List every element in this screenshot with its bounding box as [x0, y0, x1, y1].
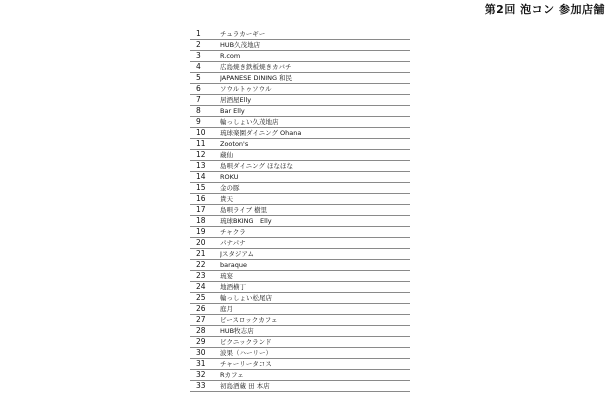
- shop-row: [190, 205, 410, 216]
- shop-row: [190, 172, 410, 183]
- shop-row: [190, 271, 410, 282]
- shop-name: ソウルトゥソウル: [220, 85, 272, 93]
- shop-name: ピクニックランド: [220, 338, 272, 346]
- shop-row: [190, 194, 410, 205]
- shop-row: [190, 304, 410, 315]
- shop-name: baraque: [220, 261, 248, 269]
- shop-number: 6: [196, 84, 201, 93]
- shop-row: [190, 370, 410, 381]
- shop-number: 13: [196, 161, 206, 170]
- shop-row: [190, 51, 410, 62]
- shop-name: 庭月: [220, 305, 233, 313]
- shop-row: [190, 337, 410, 348]
- shop-name: HUB牧志店: [220, 327, 254, 335]
- shop-number: 27: [196, 315, 206, 324]
- shop-row: [190, 62, 410, 73]
- shop-name: 金の豚: [220, 184, 240, 192]
- shop-name: 初島酒蔵 田 本店: [220, 382, 270, 390]
- shop-number: 26: [196, 304, 206, 313]
- shop-row: [190, 282, 410, 293]
- shop-name: 地酒横丁: [220, 283, 246, 291]
- shop-row: [190, 238, 410, 249]
- shop-number: 5: [196, 73, 201, 82]
- shop-name: Bar Elly: [220, 107, 245, 115]
- shop-row: [190, 84, 410, 95]
- shop-number: 8: [196, 106, 201, 115]
- shop-number: 16: [196, 194, 206, 203]
- shop-name: 波果（ハーリー）: [220, 349, 272, 357]
- shop-number: 30: [196, 348, 206, 357]
- shop-name: 輪っしょい久茂地店: [220, 118, 279, 126]
- shop-row: [190, 293, 410, 304]
- shop-name: 貴天: [220, 195, 233, 203]
- shop-number: 14: [196, 172, 206, 181]
- shop-name: チュラカーギー: [220, 30, 266, 38]
- shop-list: [190, 29, 410, 392]
- shop-number: 4: [196, 62, 201, 71]
- shop-row: [190, 216, 410, 227]
- shop-name: 輪っしょい松尾店: [220, 294, 272, 302]
- page-title: 第2回 泡コン 参加店舗: [484, 3, 605, 16]
- shop-row: [190, 29, 410, 40]
- shop-row: [190, 106, 410, 117]
- shop-name: ピースロックカフェ: [220, 316, 278, 324]
- shop-row: [190, 315, 410, 326]
- shop-number: 29: [196, 337, 206, 346]
- shop-number: 10: [196, 128, 206, 137]
- shop-number: 2: [196, 40, 201, 49]
- shop-number: 32: [196, 370, 206, 379]
- shop-name: R.com: [220, 52, 241, 60]
- shop-row: [190, 117, 410, 128]
- shop-name: 居酒屋Elly: [220, 96, 252, 104]
- shop-row: [190, 95, 410, 106]
- shop-number: 3: [196, 51, 201, 60]
- shop-name: 広島焼き鉄板焼きカバチ: [220, 63, 292, 71]
- shop-row: [190, 183, 410, 194]
- shop-number: 25: [196, 293, 206, 302]
- shop-number: 23: [196, 271, 206, 280]
- shop-number: 18: [196, 216, 206, 225]
- shop-row: [190, 128, 410, 139]
- shop-row: [190, 73, 410, 84]
- shop-number: 12: [196, 150, 206, 159]
- shop-number: 1: [196, 29, 201, 38]
- shop-row: [190, 139, 410, 150]
- shop-name: チャーリータコス: [220, 360, 272, 368]
- shop-name: パナパナ: [220, 239, 246, 247]
- shop-number: 7: [196, 95, 201, 104]
- shop-number: 24: [196, 282, 206, 291]
- shop-row: [190, 150, 410, 161]
- shop-row: [190, 260, 410, 271]
- shop-name: Rカフェ: [220, 371, 244, 379]
- shop-name: 琉球BKING Elly: [220, 217, 272, 225]
- shop-row: [190, 359, 410, 370]
- shop-number: 33: [196, 381, 206, 390]
- shop-number: 17: [196, 205, 206, 214]
- shop-number: 9: [196, 117, 201, 126]
- shop-row: [190, 161, 410, 172]
- shop-number: 21: [196, 249, 206, 258]
- shop-name: Zooton's: [220, 140, 249, 148]
- shop-name: JAPANESE DINING 和民: [220, 74, 293, 82]
- shop-number: 20: [196, 238, 206, 247]
- shop-number: 11: [196, 139, 206, 148]
- shop-name: 琉宴: [220, 272, 233, 280]
- shop-row: [190, 227, 410, 238]
- shop-row: [190, 249, 410, 260]
- shop-number: 19: [196, 227, 206, 236]
- shop-row: [190, 381, 410, 392]
- shop-number: 28: [196, 326, 206, 335]
- shop-name: ROKU: [220, 173, 239, 181]
- shop-row: [190, 348, 410, 359]
- shop-row: [190, 326, 410, 337]
- shop-name: 蔵仙: [220, 151, 233, 159]
- shop-name: 島唄ダイニング ほなほな: [220, 162, 294, 170]
- shop-number: 15: [196, 183, 206, 192]
- shop-name: HUB久茂地店: [220, 41, 261, 49]
- shop-name: 島唄ライブ 樹里: [220, 206, 268, 214]
- shop-row: [190, 40, 410, 51]
- shop-name: 琉球楽園ダイニング Ohana: [220, 129, 302, 137]
- shop-number: 31: [196, 359, 206, 368]
- shop-number: 22: [196, 260, 206, 269]
- shop-name: Jスタジアム: [220, 250, 254, 258]
- shop-name: チャクラ: [220, 228, 246, 236]
